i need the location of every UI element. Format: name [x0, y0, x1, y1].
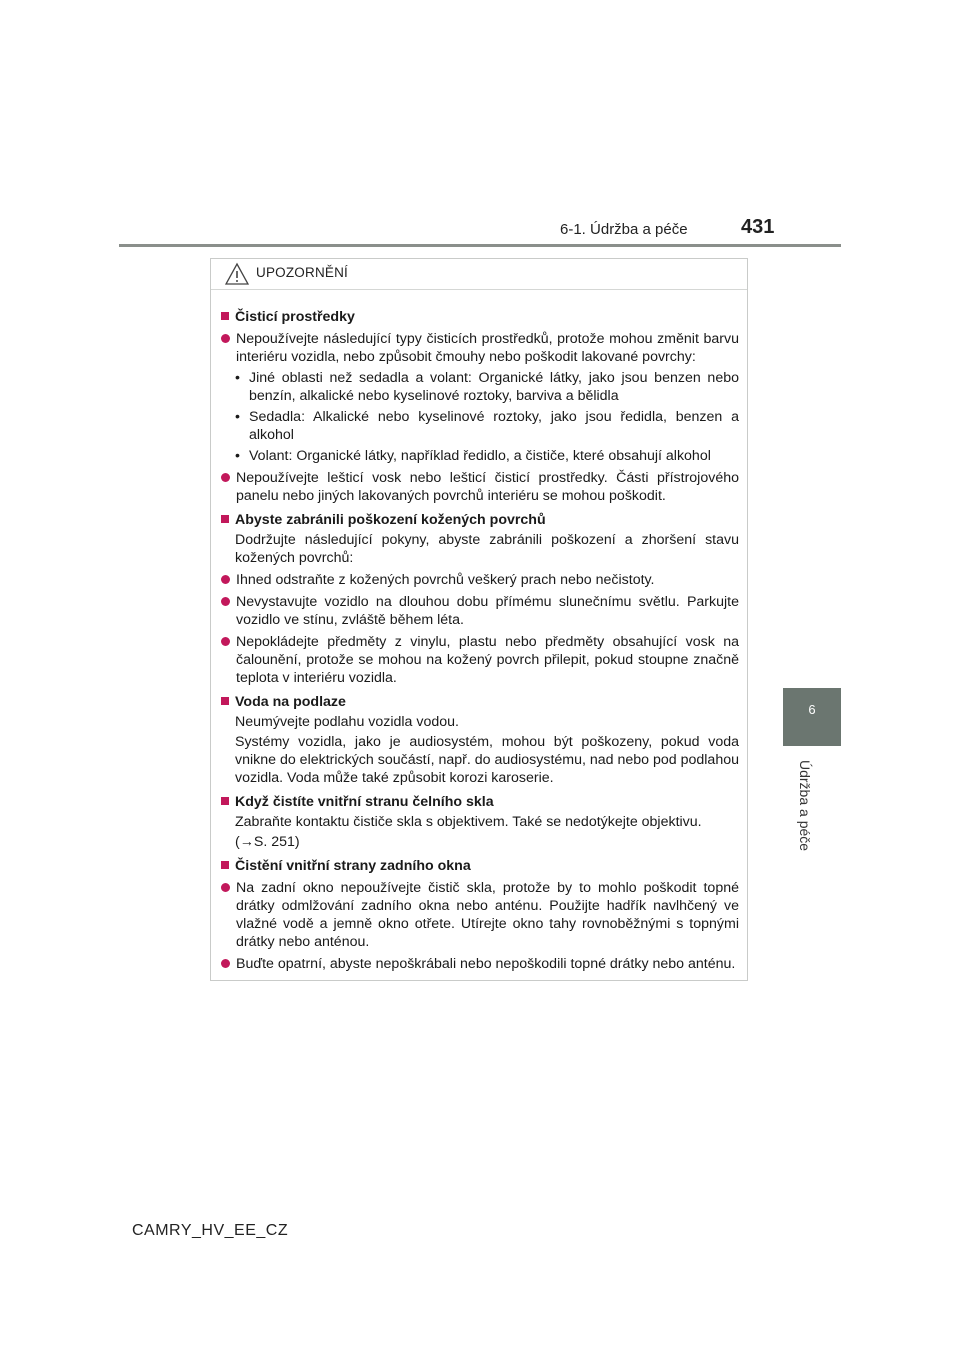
warning-header [211, 259, 747, 290]
section-marker-icon [221, 697, 229, 705]
sub-list-item: • Jiné oblasti než sedadla a volant: Organické látky, jako jsou benzen nebo benzín, alkalické nebo kyselinové roztoky, barviva a bělidla [235, 370, 739, 404]
bullet-dot-icon [221, 637, 230, 646]
warning-triangle-icon [225, 262, 249, 286]
document-code: CAMRY_HV_EE_CZ [132, 1222, 289, 1239]
bullet-dot-icon [221, 883, 230, 892]
bullet-dot-icon [221, 959, 230, 968]
section-rear-window [219, 857, 739, 973]
section-leather [219, 511, 739, 687]
bullet-dot-icon [221, 575, 230, 584]
chapter-tab [783, 688, 841, 746]
bullet-dot-icon [221, 334, 230, 343]
section-windshield [219, 793, 739, 851]
header-rule [119, 244, 841, 247]
list-item: Na zadní okno nepoužívejte čistič skla, protože by to mohlo poškodit topné drátky odmlžování zadního okna nebo anténu. Použijte hadřík navlhčený ve vlažné vodě a jemně okno otřete. Utírejte okno tahy rovnoběžnými s topnými drátky nebo anténou. [219, 879, 739, 951]
section-title: Abyste zabránili poškození kožených povrchů [235, 512, 546, 528]
section-marker-icon [221, 861, 229, 869]
section-title: Čisticí prostředky [235, 309, 355, 325]
list-item: Nevystavujte vozidlo na dlouhou dobu přímému slunečnímu světlu. Parkujte vozidlo ve stínu, zvláště během léta. [219, 593, 739, 629]
section-intro: Neumývejte podlahu vozidla vodou. [235, 714, 459, 730]
section-cleaning-agents [219, 308, 739, 505]
section-marker-icon [221, 797, 229, 805]
section-title: Čistění vnitřní strany zadního okna [235, 858, 471, 874]
section-intro: Zabraňte kontaktu čističe skla s objektivem. Také se nedotýkejte objektivu. [235, 814, 702, 830]
page-reference-link[interactable]: (→S. 251) [235, 834, 300, 850]
bullet-dot-icon [221, 473, 230, 482]
warning-box [210, 258, 748, 981]
section-floor-water [219, 693, 739, 787]
list-item: Buďte opatrní, abyste nepoškrábali nebo nepoškodili topné drátky nebo anténu. [219, 955, 739, 973]
section-intro: Dodržujte následující pokyny, abyste zabránili poškození a zhoršení stavu kožených povrchů: [235, 532, 739, 566]
bullet-dot-icon [221, 597, 230, 606]
list-item: Ihned odstraňte z kožených povrchů veškerý prach nebo nečistoty. [219, 571, 739, 589]
section-title: Voda na podlaze [235, 694, 346, 710]
section-text: Systémy vozidla, jako je audiosystém, mohou být poškozeny, pokud voda vnikne do elektrických součástí, např. do audiosystému, nad nebo pod podlahou vozidla. Voda může také způsobit korozi karoserie. [235, 734, 739, 786]
section-marker-icon [221, 515, 229, 523]
chapter-tab-label: Údržba a péče [797, 760, 813, 852]
sub-list-item: • Sedadla: Alkalické nebo kyselinové roztoky, jako jsou ředidla, benzen a alkohol [235, 409, 739, 443]
list-item: Nepoužívejte následující typy čisticích prostředků, protože mohou změnit barvu interiéru vozidla, nebo způsobit čmouhy nebo poškodit lakované povrchy: [219, 330, 739, 366]
list-item: Nepokládejte předměty z vinylu, plastu nebo předměty obsahující vosk na čalounění, protože se mohou na kožený povrch přilepit, pokud stoupne značně teplota v interiéru vozidla. [219, 633, 739, 687]
section-title: Když čistíte vnitřní stranu čelního skla [235, 794, 494, 810]
page-number: 431 [741, 216, 775, 238]
section-marker-icon [221, 312, 229, 320]
chapter-title: 6-1. Údržba a péče [560, 221, 688, 238]
list-item: Nepoužívejte lešticí vosk nebo lešticí čisticí prostředky. Části přístrojového panelu nebo jiných lakovaných povrchů interiéru se mohou poškodit. [219, 469, 739, 505]
page-header [0, 0, 960, 250]
chapter-tab-number: 6 [808, 702, 816, 717]
warning-content [211, 290, 747, 973]
warning-title: UPOZORNĚNÍ [256, 265, 349, 280]
sub-list-item: • Volant: Organické látky, například ředidlo, a čističe, které obsahují alkohol [235, 448, 711, 464]
